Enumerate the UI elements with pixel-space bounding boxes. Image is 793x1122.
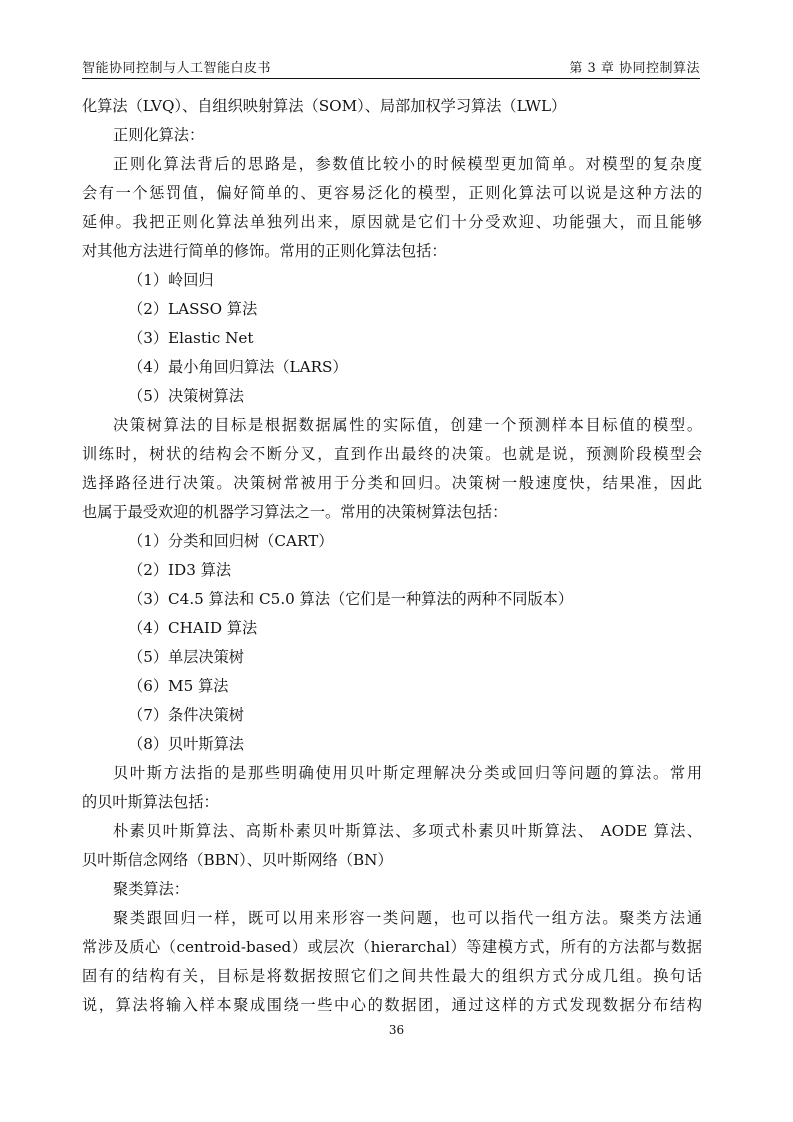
text-line: 聚类跟回归一样，既可以用来形容一类问题，也可以指代一组方法。聚类方法通 xyxy=(113,909,702,927)
running-header xyxy=(82,54,700,79)
text-line: 选择路径进行决策。决策树常被用于分类和回归。决策树一般速度快，结果准，因此 xyxy=(82,474,702,492)
text-line: 正则化算法： xyxy=(113,126,205,144)
text-line: 固有的结构有关，目标是将数据按照它们之间共性最大的组织方式分成几组。换句话 xyxy=(82,967,702,985)
text-line: （8）贝叶斯算法 xyxy=(128,735,244,753)
text-line: 聚类算法： xyxy=(113,880,189,898)
page-number: 36 xyxy=(388,1023,405,1037)
text-line: （1）岭回归 xyxy=(128,271,214,289)
text-line: 化算法（LVQ）、自组织映射算法（SOM）、局部加权学习算法（LWL） xyxy=(82,97,567,115)
text-line: 也属于最受欢迎的机器学习算法之一。常用的决策树算法包括： xyxy=(82,503,508,521)
text-line: 贝叶斯方法指的是那些明确使用贝叶斯定理解决分类或回归等问题的算法。常用 xyxy=(113,764,702,782)
text-line: （5）决策树算法 xyxy=(128,387,244,405)
text-line: （7）条件决策树 xyxy=(128,706,244,724)
text-line: 说，算法将输入样本聚成围绕一些中心的数据团，通过这样的方式发现数据分布结构 xyxy=(82,996,702,1014)
text-line: 对其他方法进行简单的修饰。常用的正则化算法包括： xyxy=(82,242,447,260)
text-line: 贝叶斯信念网络（BBN）、贝叶斯网络（BN） xyxy=(82,851,393,869)
book-title: 智能协同控制与人工智能白皮书 xyxy=(82,61,272,76)
text-line: （3）Elastic Net xyxy=(128,329,254,347)
text-line: 会有一个惩罚值，偏好简单的、更容易泛化的模型，正则化算法可以说是这种方法的 xyxy=(82,184,702,202)
text-line: 训练时，树状的结构会不断分叉，直到作出最终的决策。也就是说，预测阶段模型会 xyxy=(82,445,702,463)
text-line: 正则化算法背后的思路是，参数值比较小的时候模型更加简单。对模型的复杂度 xyxy=(113,155,702,173)
text-line: 朴素贝叶斯算法、高斯朴素贝叶斯算法、多项式朴素贝叶斯算法、 AODE 算法、 xyxy=(113,822,702,840)
text-line: 决策树算法的目标是根据数据属性的实际值，创建一个预测样本目标值的模型。 xyxy=(113,416,702,434)
text-line: 延伸。我把正则化算法单独列出来，原因就是它们十分受欢迎、功能强大，而且能够 xyxy=(82,213,702,231)
text-line: （4）最小角回归算法（LARS） xyxy=(128,358,348,376)
text-line: 的贝叶斯算法包括： xyxy=(82,793,219,811)
chapter-title: 第 3 章 协同控制算法 xyxy=(569,61,700,76)
text-line: （1）分类和回归树（CART） xyxy=(128,532,334,550)
text-line: 常涉及质心（centroid-based）或层次（hierarchal）等建模方式，所有的方法都与数据 xyxy=(82,938,702,956)
text-line: （2）ID3 算法 xyxy=(128,561,232,579)
text-line: （5）单层决策树 xyxy=(128,648,244,666)
text-line: （4）CHAID 算法 xyxy=(128,619,258,637)
text-line: （6）M5 算法 xyxy=(128,677,229,695)
text-line: （3）C4.5 算法和 C5.0 算法（它们是一种算法的两种不同版本） xyxy=(128,590,574,608)
text-line: （2）LASSO 算法 xyxy=(128,300,258,318)
page-body xyxy=(82,92,702,1020)
